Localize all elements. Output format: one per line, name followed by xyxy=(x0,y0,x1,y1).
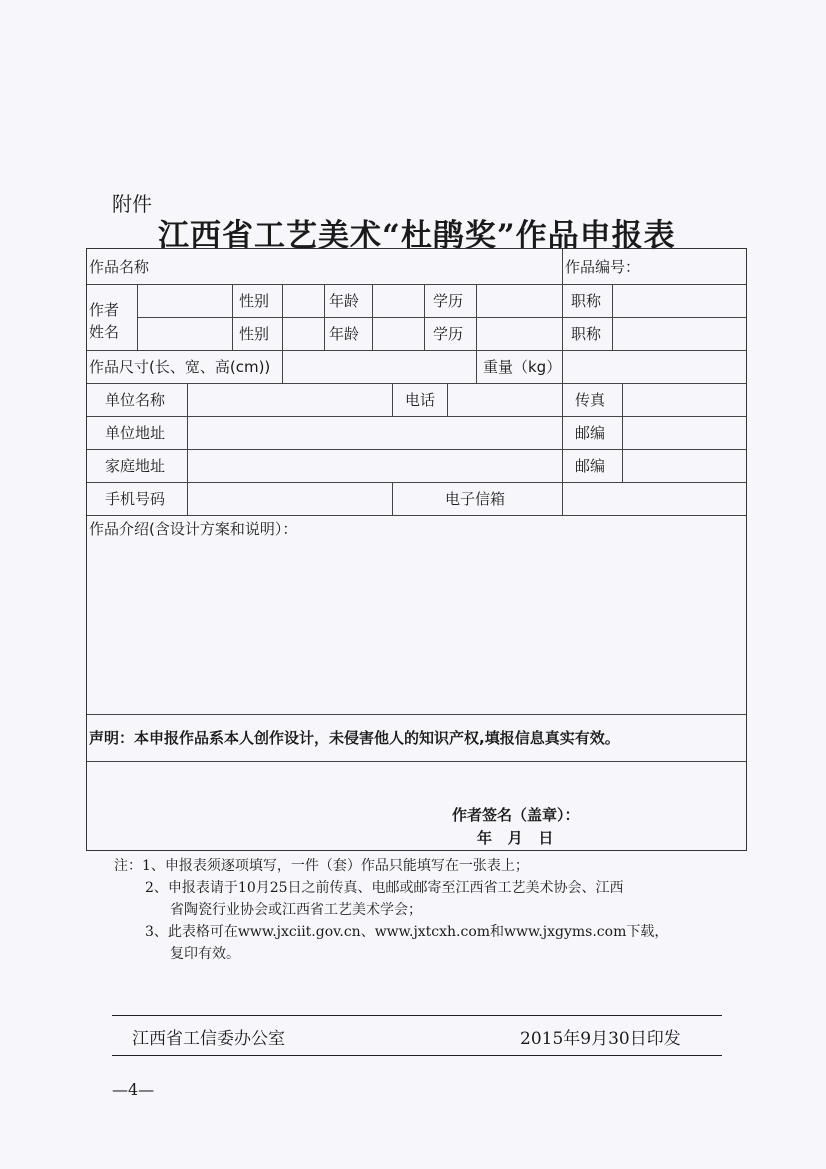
author-name-field-2[interactable] xyxy=(139,319,229,348)
email-field[interactable] xyxy=(564,484,744,513)
declaration-text: 声明：本申报作品系本人创作设计，未侵害他人的知识产权,填报信息真实有效。 xyxy=(89,729,620,747)
author-name-label: 作者 姓名 xyxy=(89,301,120,341)
mobile-label: 手机号码 xyxy=(105,490,166,508)
age-label: 年龄 xyxy=(329,292,360,310)
footer-top-rule xyxy=(112,1015,722,1016)
note-item: 3、此表格可在www.jxciit.gov.cn、www.jxtcxh.com和www.jxgyms.com下载， xyxy=(145,924,669,940)
note-item: 复印有效。 xyxy=(170,946,240,962)
notes-section xyxy=(114,855,734,965)
education-label: 学历 xyxy=(433,292,464,310)
note-item: 2、申报表请于10月25日之前传真、电邮或邮寄至江西省工艺美术协会、江西 xyxy=(145,880,624,896)
application-form-table xyxy=(86,248,747,851)
work-number-label: 作品编号： xyxy=(565,258,641,276)
mobile-field[interactable] xyxy=(189,484,389,513)
education-label: 学历 xyxy=(433,325,464,343)
weight-label: 重量（kg） xyxy=(483,358,562,376)
attachment-label: 附件 xyxy=(112,192,152,216)
form-title: 江西省工艺美术“杜鹃奖”作品申报表 xyxy=(158,218,676,254)
page-number: —4— xyxy=(112,1080,155,1099)
title-label: 职称 xyxy=(571,325,602,343)
home-postcode-label: 邮编 xyxy=(575,457,606,475)
issuer-text: 江西省工信委办公室 xyxy=(132,1029,285,1049)
gender-label: 性别 xyxy=(239,325,270,343)
unit-postcode-label: 邮编 xyxy=(575,424,606,442)
unit-address-label: 单位地址 xyxy=(105,424,166,442)
fax-label: 传真 xyxy=(575,391,606,409)
footer-bottom-rule xyxy=(112,1055,722,1056)
issue-date-text: 2015年9月30日印发 xyxy=(520,1029,681,1049)
author-name-field-1[interactable] xyxy=(139,286,229,315)
unit-name-label: 单位名称 xyxy=(105,391,166,409)
age-label: 年龄 xyxy=(329,325,360,343)
size-label: 作品尺寸(长、宽、高(cm)) xyxy=(89,358,271,376)
home-address-label: 家庭地址 xyxy=(105,457,166,475)
notes-prefix: 注： xyxy=(114,858,142,874)
size-field[interactable] xyxy=(284,352,474,381)
home-address-field[interactable] xyxy=(189,451,559,480)
phone-label: 电话 xyxy=(405,391,436,409)
note-item: 省陶瓷行业协会或江西省工艺美术学会； xyxy=(170,902,422,918)
gender-label: 性别 xyxy=(239,292,270,310)
email-label: 电子信箱 xyxy=(445,490,506,508)
unit-name-field[interactable] xyxy=(189,385,389,414)
date-label: 年 月 日 xyxy=(477,829,554,847)
title-label: 职称 xyxy=(571,292,602,310)
work-name-label: 作品名称 xyxy=(89,258,150,276)
work-intro-field[interactable] xyxy=(89,541,744,711)
signature-label: 作者签名（盖章）： xyxy=(452,806,580,824)
work-name-field[interactable] xyxy=(187,251,557,282)
note-item: 1、申报表须逐项填写，一件（套）作品只能填写在一张表上； xyxy=(142,858,529,874)
unit-address-field[interactable] xyxy=(189,418,559,447)
work-intro-label: 作品介绍(含设计方案和说明）： xyxy=(89,520,298,538)
